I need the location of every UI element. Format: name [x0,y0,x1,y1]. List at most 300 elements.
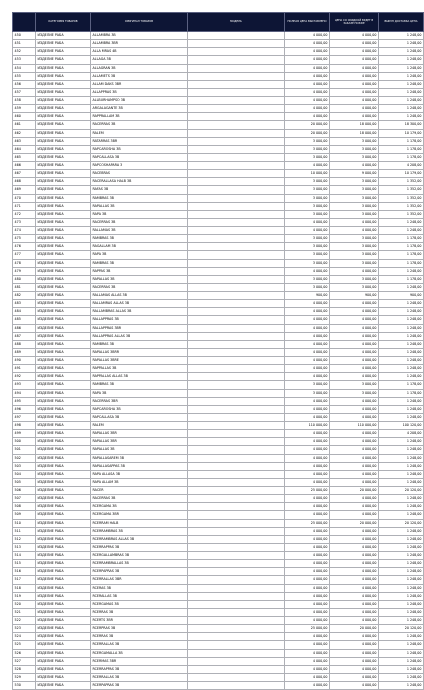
delivery-price-cell: 1 352,00 [379,210,424,218]
delivery-price-cell: 1 248,00 [379,543,424,551]
model-cell [188,275,285,283]
category-cell: ИЗДЕЛИЕ РАБА [36,121,91,129]
full-price-cell: 4 000,00 [285,454,330,462]
category-cell: ИЗДЕЛИЕ РАБА [36,210,91,218]
category-cell: ИЗДЕЛИЕ РАБА [36,422,91,430]
product-cell: RCERRAMBRAS 3B [91,527,188,535]
row-number: 469 [13,186,36,194]
table-body [13,32,424,690]
category-cell: ИЗДЕЛИЕ РАБА [36,40,91,48]
discount-price-cell: 3 000,00 [330,153,379,161]
row-number: 515 [13,560,36,568]
category-cell: ИЗДЕЛИЕ РАБА [36,584,91,592]
full-price-cell: 4 000,00 [285,300,330,308]
category-cell: ИЗДЕЛИЕ РАБА [36,568,91,576]
discount-price-cell: 4 000,00 [330,56,379,64]
product-cell: ALLAPPRAS 3B [91,88,188,96]
row-number: 530 [13,682,36,690]
table-row [13,137,424,145]
discount-price-cell: 4 000,00 [330,48,379,56]
table-row [13,413,424,421]
product-cell: ALLAMETS 3B [91,72,188,80]
product-cell: RAMBRAS 3B [91,381,188,389]
full-price-cell: 25 000,00 [285,625,330,633]
model-cell [188,292,285,300]
full-price-cell: 4 000,00 [285,373,330,381]
category-cell: ИЗДЕЛИЕ РАБА [36,446,91,454]
delivery-price-cell: 1 248,00 [379,470,424,478]
product-cell: RCERRALLAS 3B [91,641,188,649]
product-cell: ALLBURHAMPSO 3B [91,97,188,105]
table-row [13,397,424,405]
delivery-price-cell: 1 248,00 [379,592,424,600]
discount-price-cell: 4 000,00 [330,511,379,519]
row-number: 456 [13,80,36,88]
row-number: 523 [13,625,36,633]
spreadsheet [12,12,422,690]
category-cell: ИЗДЕЛИЕ РАБА [36,438,91,446]
category-cell: ИЗДЕЛИЕ РАБА [36,608,91,616]
delivery-price-cell: 1 248,00 [379,340,424,348]
discount-price-cell: 4 000,00 [330,535,379,543]
category-cell: ИЗДЕЛИЕ РАБА [36,332,91,340]
category-cell: ИЗДЕЛИЕ РАБА [36,72,91,80]
full-price-cell: 4 000,00 [285,32,330,40]
discount-price-cell: 4 000,00 [330,227,379,235]
full-price-cell: 3 000,00 [285,194,330,202]
full-price-cell: 4 000,00 [285,535,330,543]
table-row [13,422,424,430]
full-price-cell: 4 000,00 [285,649,330,657]
product-cell: RCERRAPPAS 3B [91,543,188,551]
delivery-price-cell: 1 178,00 [379,389,424,397]
product-cell: RACERRAS 3B [91,495,188,503]
row-number: 528 [13,665,36,673]
full-price-cell: 3 000,00 [285,210,330,218]
category-cell: ИЗДЕЛИЕ РАБА [36,340,91,348]
discount-price-cell: 3 000,00 [330,243,379,251]
table-row [13,32,424,40]
row-number: 478 [13,259,36,267]
category-cell: ИЗДЕЛИЕ РАБА [36,519,91,527]
discount-price-cell: 18 000,00 [330,129,379,137]
category-cell: ИЗДЕЛИЕ РАБА [36,495,91,503]
full-price-cell: 4 000,00 [285,162,330,170]
row-number: 474 [13,227,36,235]
table-row [13,40,424,48]
table-row [13,267,424,275]
category-cell: ИЗДЕЛИЕ РАБА [36,32,91,40]
table-row [13,543,424,551]
table-row [13,64,424,72]
table-row [13,283,424,291]
delivery-price-cell: 1 248,00 [379,324,424,332]
table-row [13,194,424,202]
delivery-price-cell: 1 248,00 [379,357,424,365]
row-number: 508 [13,503,36,511]
row-number: 504 [13,470,36,478]
row-number: 503 [13,462,36,470]
row-number: 460 [13,113,36,121]
table-row [13,535,424,543]
product-cell: RAPA 3B [91,389,188,397]
row-number: 507 [13,495,36,503]
delivery-price-cell: 1 248,00 [379,218,424,226]
product-cell: RCERRAMBRAS ALLAS 3B [91,535,188,543]
full-price-cell: 4 000,00 [285,527,330,535]
delivery-price-cell: 1 248,00 [379,316,424,324]
category-cell: ИЗДЕЛИЕ РАБА [36,153,91,161]
discount-price-cell: 20 000,00 [330,625,379,633]
discount-price-cell: 3 000,00 [330,210,379,218]
full-price-cell: 4 000,00 [285,478,330,486]
row-number: 475 [13,235,36,243]
model-cell [188,113,285,121]
product-cell: ALLA MRAS 4B [91,48,188,56]
delivery-price-cell: 1 178,00 [379,251,424,259]
delivery-price-cell: 1 248,00 [379,40,424,48]
product-cell: RCERRALLAS 3B [91,673,188,681]
row-number: 461 [13,121,36,129]
full-price-cell: 4 000,00 [285,511,330,519]
model-cell [188,308,285,316]
delivery-price-cell: 1 248,00 [379,584,424,592]
category-cell: ИЗДЕЛИЕ РАБА [36,560,91,568]
discount-price-cell: 20 000,00 [330,519,379,527]
full-price-cell: 10 000,00 [285,170,330,178]
table-row [13,430,424,438]
delivery-price-cell: 1 248,00 [379,438,424,446]
discount-price-cell: 4 000,00 [330,495,379,503]
category-cell: ИЗДЕЛИЕ РАБА [36,357,91,365]
model-cell [188,413,285,421]
delivery-price-cell: 20 120,00 [379,487,424,495]
table-row [13,568,424,576]
model-cell [188,210,285,218]
model-cell [188,592,285,600]
table-row [13,487,424,495]
model-cell [188,673,285,681]
model-cell [188,365,285,373]
row-number: 525 [13,641,36,649]
discount-price-cell: 4 000,00 [330,568,379,576]
full-price-cell: 3 000,00 [285,202,330,210]
product-cell: RAMBRAS 3B [91,194,188,202]
product-cell: RCERMAS 3BR [91,657,188,665]
table-row [13,275,424,283]
full-price-cell: 4 000,00 [285,88,330,96]
full-price-cell: 20 000,00 [285,121,330,129]
product-cell: RCERALLAS 3B [91,592,188,600]
category-cell: ИЗДЕЛИЕ РАБА [36,48,91,56]
product-cell: ARGALAGANTE 3B [91,105,188,113]
row-number: 453 [13,56,36,64]
discount-price-cell: 4 000,00 [330,527,379,535]
delivery-price-cell: 1 248,00 [379,105,424,113]
table-row [13,503,424,511]
discount-price-cell: 4 000,00 [330,162,379,170]
row-number: 459 [13,105,36,113]
product-cell: RCERGAMALLA 3B [91,649,188,657]
full-price-cell: 4 000,00 [285,340,330,348]
category-cell: ИЗДЕЛИЕ РАБА [36,381,91,389]
model-cell [188,97,285,105]
product-cell: RCERRALLAS 3BR [91,576,188,584]
row-number: 522 [13,617,36,625]
full-price-cell: 4 000,00 [285,324,330,332]
discount-price-cell: 4 000,00 [330,218,379,226]
product-cell: RAPPAS 3B [91,267,188,275]
model-cell [188,235,285,243]
row-number: 496 [13,405,36,413]
row-number: 494 [13,389,36,397]
discount-price-cell: 4 000,00 [330,413,379,421]
discount-price-cell: 4 000,00 [330,113,379,121]
category-cell: ИЗДЕЛИЕ РАБА [36,657,91,665]
category-cell: ИЗДЕЛИЕ РАБА [36,275,91,283]
model-cell [188,357,285,365]
discount-price-cell: 4 000,00 [330,657,379,665]
category-cell: ИЗДЕЛИЕ РАБА [36,348,91,356]
full-price-cell: 3 000,00 [285,153,330,161]
row-number: 477 [13,251,36,259]
full-price-cell: 4 000,00 [285,40,330,48]
model-cell [188,633,285,641]
row-number: 497 [13,413,36,421]
discount-price-cell: 3 000,00 [330,235,379,243]
model-cell [188,397,285,405]
table-row [13,72,424,80]
delivery-price-cell: 1 248,00 [379,673,424,681]
row-number: 521 [13,608,36,616]
delivery-price-cell: 1 248,00 [379,113,424,121]
full-price-cell: 3 000,00 [285,381,330,389]
delivery-price-cell: 1 248,00 [379,495,424,503]
full-price-cell: 4 000,00 [285,413,330,421]
model-cell [188,503,285,511]
discount-price-cell: 4 000,00 [330,105,379,113]
product-cell: RAPALLAS 3B [91,275,188,283]
category-cell: ИЗДЕЛИЕ РАБА [36,503,91,511]
full-price-cell: 4 000,00 [285,682,330,690]
discount-price-cell: 4 000,00 [330,64,379,72]
discount-price-cell: 4 000,00 [330,552,379,560]
header-delivery-price: ВЫКУП ДОСТАВКА ЦЕНА [379,13,424,32]
category-cell: ИЗДЕЛИЕ РАБА [36,283,91,291]
full-price-cell: 4 000,00 [285,470,330,478]
product-cell: RCERTS 3BR [91,617,188,625]
table-row [13,259,424,267]
delivery-price-cell: 1 352,00 [379,194,424,202]
delivery-price-cell: 1 248,00 [379,462,424,470]
table-row [13,462,424,470]
table-row [13,316,424,324]
model-cell [188,153,285,161]
table-header [13,13,424,32]
discount-price-cell: 4 000,00 [330,40,379,48]
model-cell [188,568,285,576]
row-number: 498 [13,422,36,430]
table-row [13,373,424,381]
table-row [13,251,424,259]
product-cell: RCERGAMAS 3B [91,600,188,608]
full-price-cell: 4 000,00 [285,438,330,446]
row-number: 516 [13,568,36,576]
category-cell: ИЗДЕЛИЕ РАБА [36,88,91,96]
model-cell [188,576,285,584]
model-cell [188,121,285,129]
discount-price-cell: 9 000,00 [330,170,379,178]
row-number: 495 [13,397,36,405]
table-row [13,576,424,584]
full-price-cell: 3 000,00 [285,178,330,186]
table-row [13,625,424,633]
full-price-cell: 4 000,00 [285,357,330,365]
model-cell [188,259,285,267]
table-row [13,649,424,657]
product-cell: RALEM [91,422,188,430]
delivery-price-cell: 1 178,00 [379,243,424,251]
discount-price-cell: 3 000,00 [330,259,379,267]
category-cell: ИЗДЕЛИЕ РАБА [36,511,91,519]
table-row [13,243,424,251]
delivery-price-cell: 1 248,00 [379,56,424,64]
category-cell: ИЗДЕЛИЕ РАБА [36,259,91,267]
model-cell [188,584,285,592]
category-cell: ИЗДЕЛИЕ РАБА [36,373,91,381]
model-cell [188,422,285,430]
discount-price-cell: 4 000,00 [330,397,379,405]
product-cell: RACERRAS 3BR [91,397,188,405]
product-cell: RALLAMAS ALLAS 3B [91,292,188,300]
row-number: 470 [13,194,36,202]
model-cell [188,495,285,503]
row-number: 502 [13,454,36,462]
model-cell [188,389,285,397]
category-cell: ИЗДЕЛИЕ РАБА [36,682,91,690]
category-cell: ИЗДЕЛИЕ РАБА [36,308,91,316]
discount-price-cell: 4 000,00 [330,454,379,462]
model-cell [188,438,285,446]
category-cell: ИЗДЕЛИЕ РАБА [36,543,91,551]
product-cell: RAMBRAS 3B [91,259,188,267]
row-number: 465 [13,153,36,161]
header-category: КАТЕГОРИЯ ТОВАРОВ [36,13,91,32]
row-number: 518 [13,584,36,592]
model-cell [188,527,285,535]
category-cell: ИЗДЕЛИЕ РАБА [36,365,91,373]
delivery-price-cell: 1 248,00 [379,665,424,673]
category-cell: ИЗДЕЛИЕ РАБА [36,405,91,413]
full-price-cell: 3 000,00 [285,186,330,194]
product-cell: RAPALLAS 3BRE [91,357,188,365]
category-cell: ИЗДЕЛИЕ РАБА [36,592,91,600]
delivery-price-cell: 1 248,00 [379,552,424,560]
discount-price-cell: 4 000,00 [330,617,379,625]
delivery-price-cell: 1 178,00 [379,275,424,283]
full-price-cell: 4 000,00 [285,56,330,64]
model-cell [188,332,285,340]
table-row [13,170,424,178]
full-price-cell: 4 000,00 [285,97,330,105]
category-cell: ИЗДЕЛИЕ РАБА [36,576,91,584]
model-cell [188,446,285,454]
full-price-cell: 3 000,00 [285,275,330,283]
delivery-price-cell: 1 248,00 [379,32,424,40]
discount-price-cell: 4 000,00 [330,88,379,96]
product-cell: RCERRAPPAS 3B [91,665,188,673]
delivery-price-cell: 1 248,00 [379,365,424,373]
model-cell [188,227,285,235]
table-row [13,178,424,186]
discount-price-cell: 4 000,00 [330,405,379,413]
delivery-price-cell: 1 248,00 [379,64,424,72]
row-number: 483 [13,300,36,308]
discount-price-cell: 3 000,00 [330,283,379,291]
delivery-price-cell: 1 248,00 [379,649,424,657]
row-number: 529 [13,673,36,681]
delivery-price-cell: 10 179,00 [379,129,424,137]
discount-price-cell: 4 000,00 [330,649,379,657]
model-cell [188,80,285,88]
category-cell: ИЗДЕЛИЕ РАБА [36,300,91,308]
row-number: 455 [13,72,36,80]
delivery-price-cell: 1 248,00 [379,397,424,405]
product-cell: RAPA ALLASA 3B [91,470,188,478]
row-number: 524 [13,633,36,641]
table-row [13,665,424,673]
product-cell: RCERGAMA 3BR [91,511,188,519]
discount-price-cell: 4 000,00 [330,641,379,649]
discount-price-cell: 4 000,00 [330,308,379,316]
full-price-cell: 3 000,00 [285,389,330,397]
category-cell: ИЗДЕЛИЕ РАБА [36,487,91,495]
category-cell: ИЗДЕЛИЕ РАБА [36,470,91,478]
table-row [13,405,424,413]
model-cell [188,56,285,64]
full-price-cell: 4 000,00 [285,405,330,413]
product-cell: RCERPAPRAS 3B [91,682,188,690]
table-row [13,162,424,170]
delivery-price-cell: 1 248,00 [379,48,424,56]
row-number: 489 [13,348,36,356]
table-row [13,210,424,218]
table-row [13,186,424,194]
discount-price-cell: 3 000,00 [330,137,379,145]
product-cell: RAGALLAM 3B [91,243,188,251]
product-cell: RAPALLAS 3B [91,202,188,210]
delivery-price-cell: 1 178,00 [379,381,424,389]
table-row [13,80,424,88]
full-price-cell: 3 000,00 [285,259,330,267]
row-number: 517 [13,576,36,584]
full-price-cell: 4 000,00 [285,218,330,226]
model-cell [188,454,285,462]
row-number: 458 [13,97,36,105]
full-price-cell: 4 000,00 [285,592,330,600]
product-cell: RAPALLAS 3BR [91,438,188,446]
model-cell [188,202,285,210]
table-row [13,332,424,340]
row-number: 519 [13,592,36,600]
full-price-cell: 900,00 [285,292,330,300]
full-price-cell: 4 000,00 [285,105,330,113]
product-cell: RAPCOSHAPARA 3 [91,162,188,170]
model-cell [188,64,285,72]
table-row [13,145,424,153]
full-price-cell: 4 000,00 [285,80,330,88]
discount-price-cell: 4 000,00 [330,365,379,373]
